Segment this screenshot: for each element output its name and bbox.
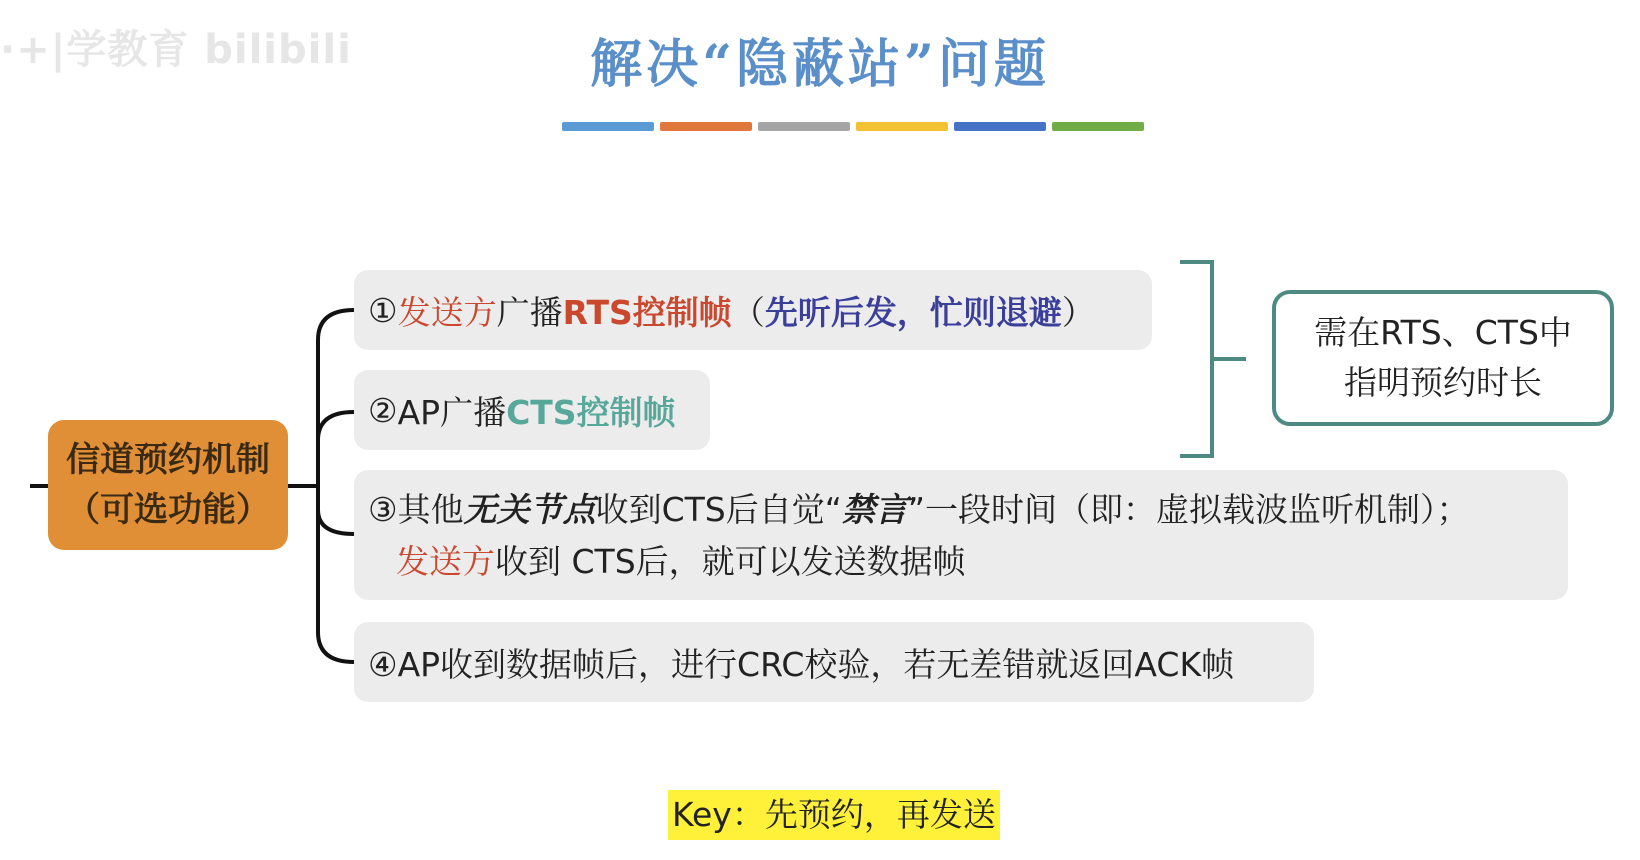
- list-item-4: [354, 622, 1314, 702]
- item2-frame: CTS控制帧: [506, 392, 676, 432]
- branch-spine: [318, 310, 354, 662]
- item3-num: ③: [368, 490, 398, 529]
- item3-emph-2: 禁言: [841, 490, 908, 529]
- key-highlight: Key：先预约，再发送: [668, 790, 1000, 840]
- root-node: [48, 420, 288, 550]
- item1-sender: 发送方: [397, 292, 497, 332]
- item1-close-paren: ）: [1061, 292, 1095, 332]
- item3-line-1: [368, 484, 1568, 536]
- item3-quote-close: ”: [907, 490, 925, 529]
- branch-3: [318, 510, 354, 534]
- item3-mid-2: 一段时间（即：虚拟载波监听机制）；: [924, 490, 1470, 529]
- item4-text: ④AP收到数据帧后，进行CRC校验，若无差错就返回ACK帧: [368, 644, 1235, 684]
- list-item-3: [354, 470, 1568, 600]
- item1-note: 先听后发，忙则退避: [764, 292, 1062, 332]
- item1-verb: 广播: [496, 292, 563, 332]
- item2-num: ②: [368, 390, 398, 430]
- item3-line-2: [368, 536, 1568, 588]
- item1-num: ①: [368, 290, 398, 330]
- list-item-2: [354, 370, 710, 450]
- page-title: 解决“隐蔽站”问题: [590, 34, 1050, 95]
- item3-emph-1: 无关节点: [463, 490, 596, 529]
- item3-rest: 收到 CTS后，就可以发送数据帧: [495, 542, 966, 581]
- watermark: ·+|学教育 bilibili: [0, 27, 352, 73]
- root-line-1: 信道预约机制: [66, 440, 270, 480]
- item3-sender: 发送方: [396, 542, 495, 581]
- note-box: [1272, 290, 1614, 426]
- item1-open-paren: （: [731, 292, 765, 332]
- note-line-2: 指明预约时长: [1344, 363, 1542, 402]
- item3-mid-1: 收到CTS后自觉: [595, 490, 825, 529]
- branch-2: [318, 412, 354, 440]
- group-bracket: [1180, 262, 1246, 456]
- item3-quote-open: “: [824, 490, 842, 529]
- list-item-1: [354, 270, 1152, 350]
- item3-pre: 其他: [397, 490, 464, 529]
- item2-ap: AP广播: [397, 392, 507, 432]
- note-line-1: 需在RTS、CTS中: [1314, 313, 1572, 352]
- item1-frame: RTS控制帧: [562, 292, 732, 332]
- root-line-2: （可选功能）: [66, 490, 270, 530]
